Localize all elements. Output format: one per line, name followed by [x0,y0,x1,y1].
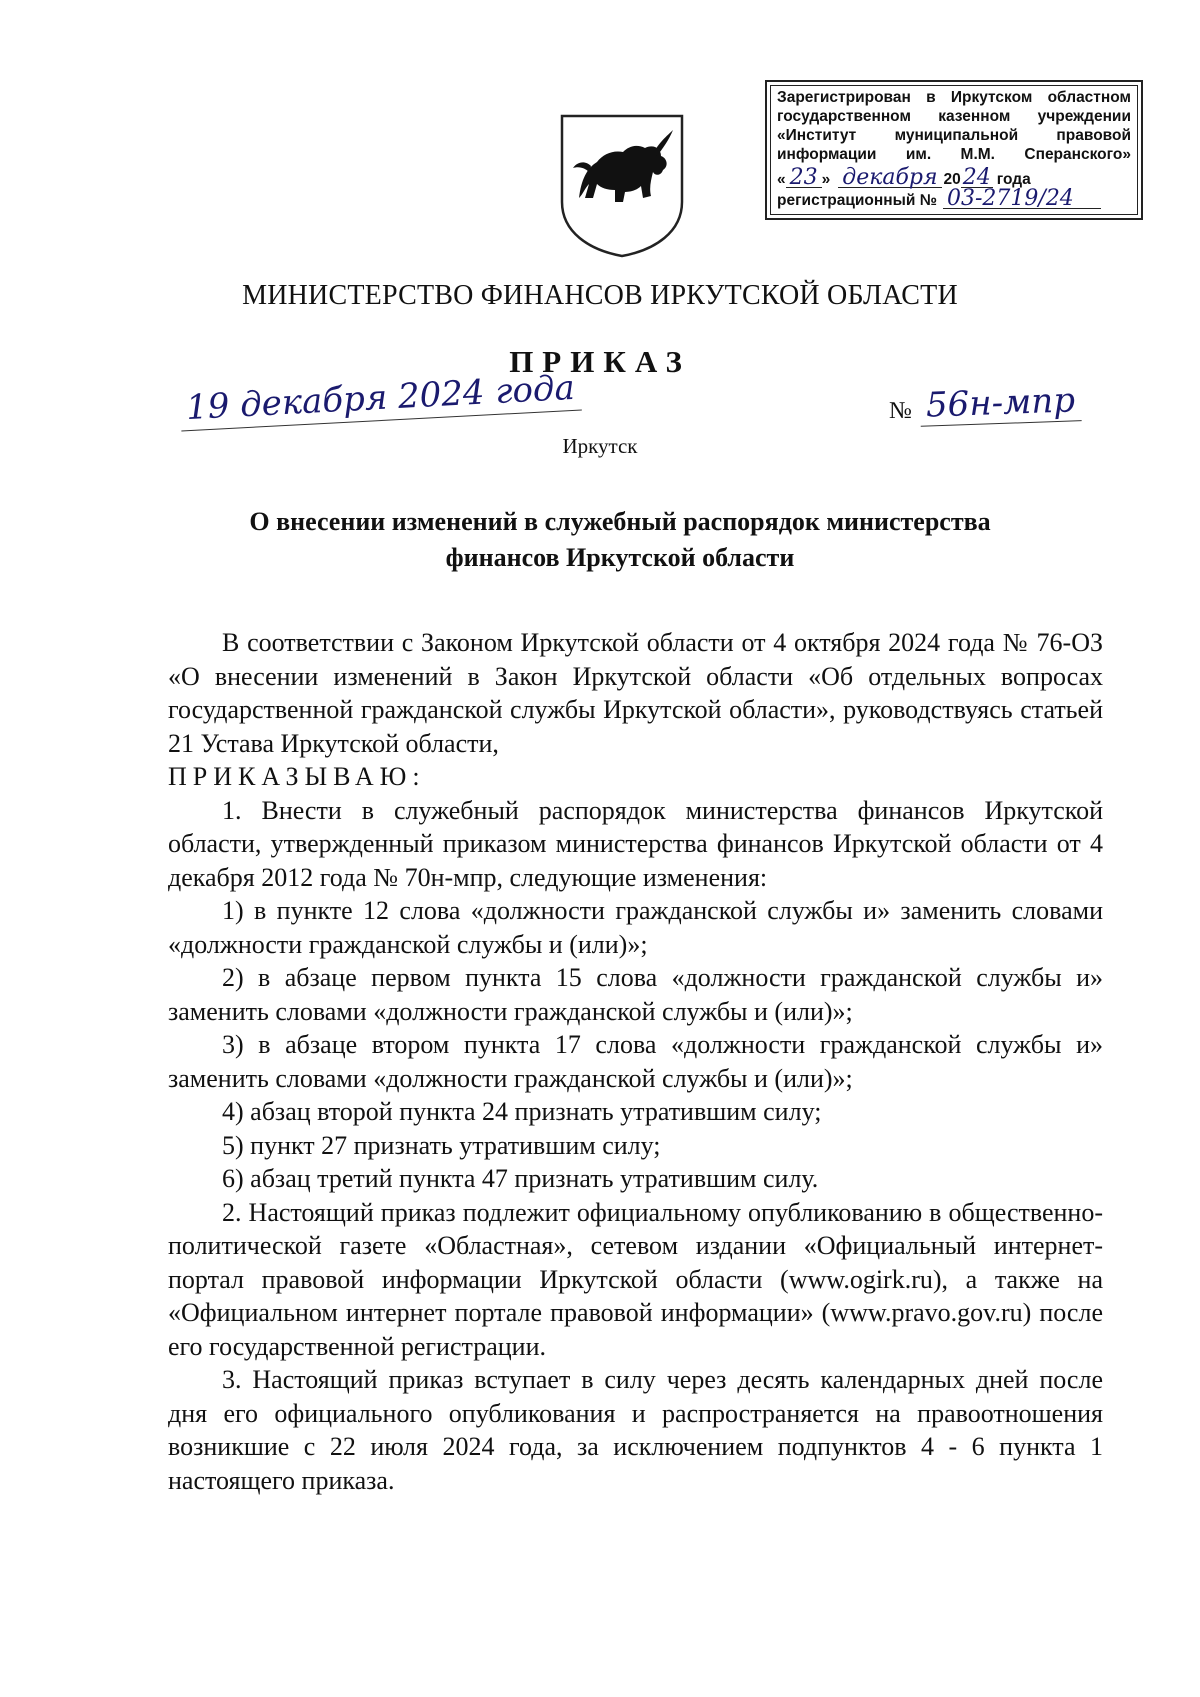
clause-3: 3. Настоящий приказ вступает в силу через десять календарных дней после дня его официального опубликования и распространяется на правоотношения возникшие с 22 июля 2024 года, за исключением подпунктов 4 - 6 пункта 1 настоящего приказа. [168,1365,1103,1495]
stamp-day: 23 [786,168,822,188]
registration-stamp [765,80,1143,220]
subclause-1: 1) в пункте 12 слова «должности гражданской службы и» заменить словами «должности гражданской службы и (или)»; [168,896,1103,959]
stamp-quote-close: » [821,171,831,188]
title-line: финансов Иркутской области [445,543,795,572]
stamp-reg-row [777,186,1131,211]
document-body [168,626,1103,1497]
stamp-quote-open: « [777,171,786,188]
ministry-name: МИНИСТЕРСТВО ФИНАНСОВ ИРКУТСКОЙ ОБЛАСТИ [242,280,958,311]
stamp-month: декабря [838,168,941,188]
subclause-4: 4) абзац второй пункта 24 признать утратившим силу; [222,1097,822,1126]
coat-of-arms-emblem [557,110,687,260]
stamp-year-word: года [996,171,1031,188]
number-label: № [889,398,912,424]
subclause-3: 3) в абзаце втором пункта 17 слова «должности гражданской службы и» заменить словами «должности гражданской службы и (или)»; [168,1030,1103,1093]
handwritten-number: 56н-мпр [919,380,1081,427]
title-line: О внесении изменений в служебный распорядок министерства [249,507,991,536]
stamp-line: Зарегистрирован в Иркутском областном [777,89,1131,106]
subclause-6: 6) абзац третий пункта 47 признать утратившим силу. [222,1164,819,1193]
stamp-line: «Институт муниципальной правовой [777,127,1131,144]
city-name: Иркутск [562,434,638,458]
clause-2: 2. Настоящий приказ подлежит официальному опубликованию в общественно-политической газете «Областная», сетевом издании «Официальный интернет-портал правовой информации Иркутской области (www.ogirk.ru), а также на «Официальном интернет портале правовой информации» (www.pravo.gov.ru) после его государственной регистрации. [168,1197,1103,1361]
stamp-reg-number: 03-2719/24 [943,189,1101,209]
stamp-line: информации им. М.М. Сперанского» [777,146,1131,163]
subclause-2: 2) в абзаце первом пункта 15 слова «должности гражданской службы и» заменить словами «должности гражданской службы и (или)»; [168,963,1103,1026]
document-title [180,504,1060,576]
orders-heading: ПРИКАЗЫВАЮ: [168,762,426,791]
stamp-line: государственном казенном учреждении [777,108,1131,125]
clause-1: 1. Внести в служебный распорядок министерства финансов Иркутской области, утвержденный приказом министерства финансов Иркутской области от 4 декабря 2012 года № 70н-мпр, следующие изменения: [168,795,1103,892]
document-type: ПРИКАЗ [509,344,691,379]
stamp-year-prefix: 20 [943,171,961,188]
stamp-reg-label: регистрационный № [777,192,937,209]
preamble-paragraph: В соответствии с Законом Иркутской области от 4 октября 2024 года № 76-ОЗ «О внесении изменений в Закон Иркутской области «Об отдельных вопросах государственной гражданской службы Иркутской области», руководствуясь статьей 21 Устава Иркутской области, [168,628,1103,758]
stamp-year-suffix: 24 [962,165,991,190]
subclause-5: 5) пункт 27 признать утратившим силу; [222,1130,661,1160]
handwritten-date: 19 декабря 2024 года [179,368,582,432]
